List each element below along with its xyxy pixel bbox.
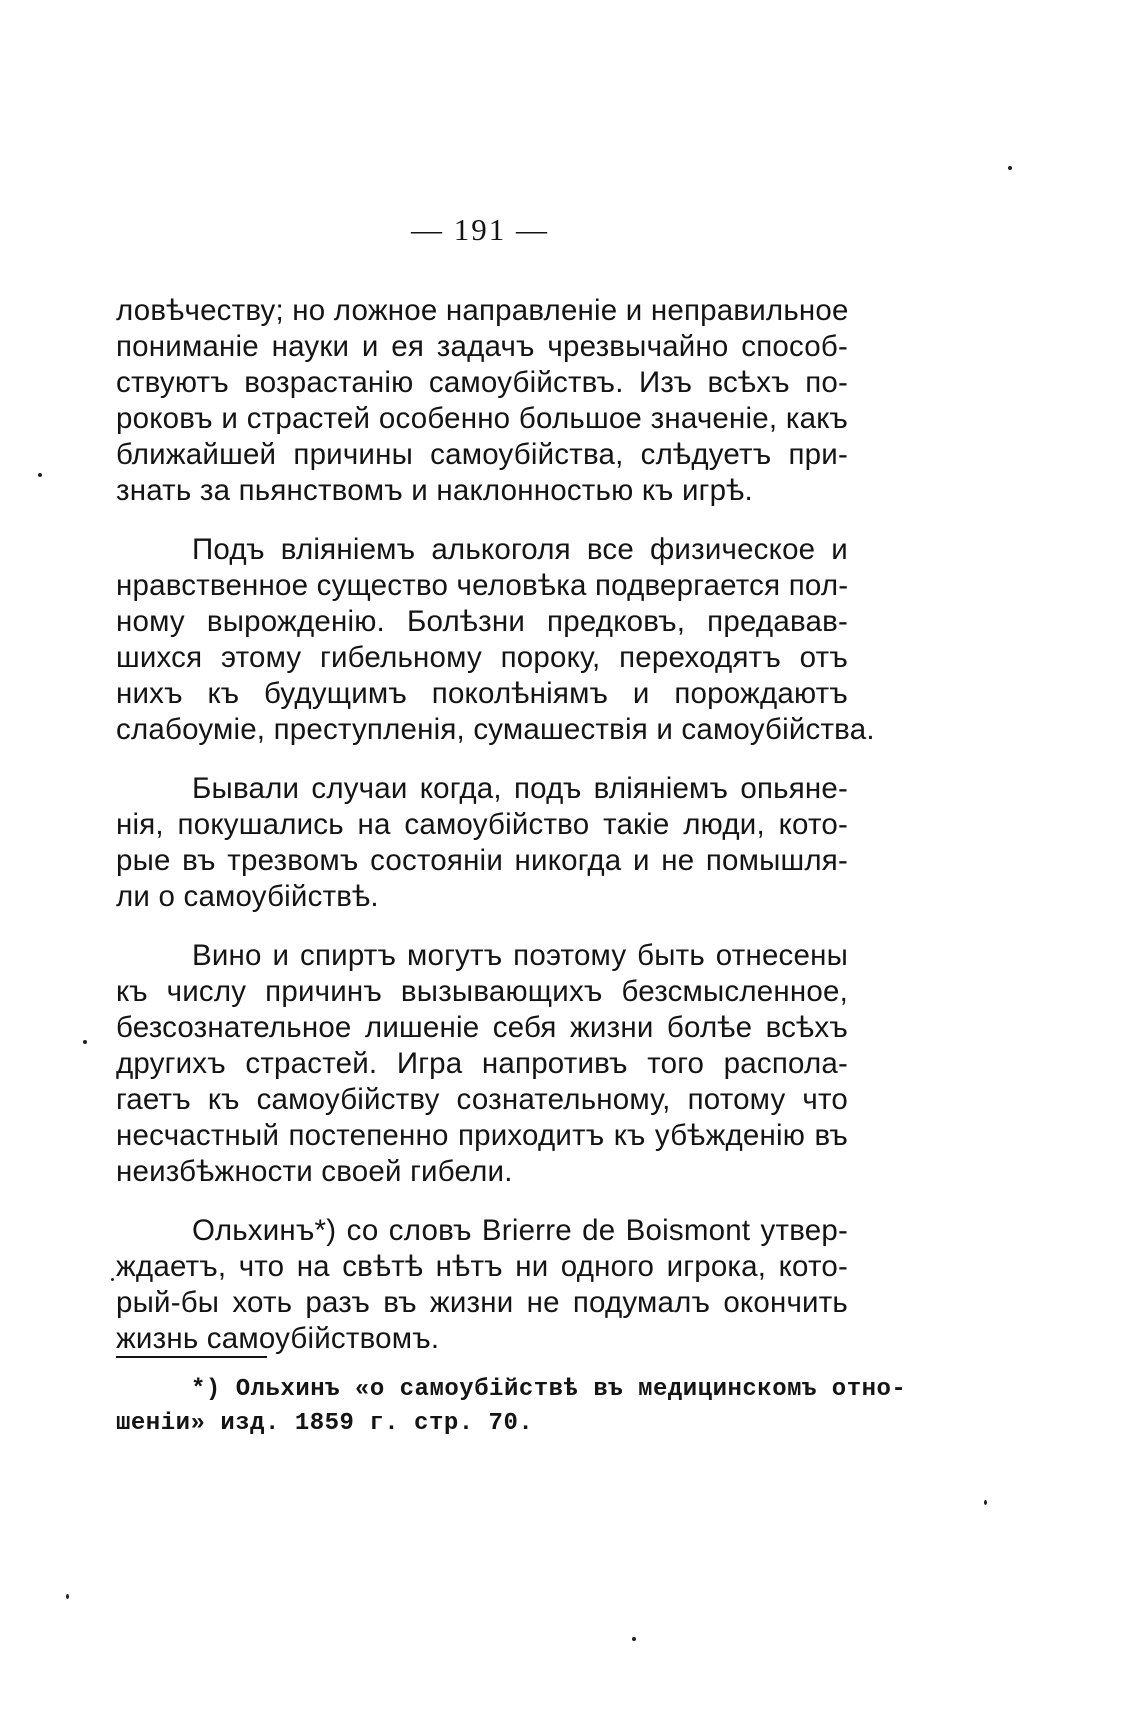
scan-speck — [111, 1278, 114, 1281]
text-line: Вино и спиртъ могутъ поэтому быть отнесены — [192, 939, 848, 972]
text-line: нихъ къ будущимъ поколѣніямъ и порождаютъ — [116, 677, 848, 710]
text-line: Бывали случаи когда, подъ вліяніемъ опьяне- — [192, 772, 848, 805]
text-line: ближайшей причины самоубійства, слѣдуетъ при- — [116, 438, 848, 471]
text-line: нравственное существо человѣка подвергается пол- — [116, 569, 849, 602]
text-line: Подъ вліяніемъ алькоголя все физическое и — [192, 533, 848, 566]
footnote-line: *) Ольхинъ «о самоубійствѣ въ медицинскомъ отно- — [191, 1376, 907, 1403]
text-line: гаетъ къ самоубійству сознательному, потому что — [116, 1083, 848, 1116]
paragraph-1 — [116, 293, 848, 509]
text-line: рые въ трезвомъ состояніи никогда и не помышля- — [116, 844, 848, 877]
text-line: ному вырожденію. Болѣзни предковъ, предавав- — [116, 605, 848, 638]
text-line: безсознательное лишеніе себя жизни болѣе всѣхъ — [116, 1011, 848, 1044]
page-number: — 191 — — [411, 212, 549, 247]
text-line: Ольхинъ*) со словъ Brierre de Boismont утвер- — [192, 1214, 848, 1247]
text-line: другихъ страстей. Игра напротивъ того распола- — [116, 1047, 848, 1080]
footnote-divider — [116, 1356, 267, 1358]
text-line: пониманіе науки и ея задачъ чрезвычайно способ- — [116, 330, 848, 363]
text-line: ствуютъ возрастанію самоубійствъ. Изъ всѣхъ по- — [116, 366, 848, 399]
scan-speck — [984, 1500, 987, 1505]
scan-speck — [1008, 166, 1012, 170]
text-line: нія, покушались на самоубійство такіе люди, кото- — [116, 808, 848, 841]
text-line: слабоуміе, преступленія, сумашествія и самоубійства. — [116, 713, 875, 746]
paragraph-5 — [116, 1213, 848, 1357]
text-line: къ числу причинъ вызывающихъ безсмысленное, — [116, 975, 848, 1008]
scan-speck — [632, 1637, 636, 1641]
footnote — [116, 1373, 907, 1441]
text-line: ловѣчеству; но ложное направленіе и неправильное — [116, 294, 849, 327]
body-text — [116, 293, 875, 1380]
text-line: знать за пьянствомъ и наклонностью къ игрѣ. — [116, 474, 753, 507]
paragraph-3 — [116, 771, 848, 915]
text-line: жизнь самоубійствомъ. — [116, 1322, 440, 1355]
text-line: рый-бы хоть разъ въ жизни не подумалъ окончить — [116, 1286, 848, 1319]
text-line: шихся этому гибельному пороку, переходятъ отъ — [116, 641, 848, 674]
text-line: ждаетъ, что на свѣтѣ нѣтъ ни одного игрока, кото- — [116, 1250, 848, 1283]
paragraph-4 — [116, 938, 848, 1190]
scan-speck — [38, 473, 42, 477]
scan-speck — [83, 1040, 87, 1044]
text-line: неизбѣжности своей гибели. — [116, 1155, 513, 1188]
scan-speck — [66, 1594, 69, 1599]
text-line: несчастный постепенно приходитъ къ убѣжденію въ — [116, 1119, 848, 1152]
paragraph-2 — [116, 532, 875, 748]
footnote-line: шеніи» изд. 1859 г. стр. 70. — [116, 1410, 534, 1437]
text-line: ли о самоубійствѣ. — [116, 880, 379, 913]
text-line: роковъ и страстей особенно большое значеніе, какъ — [116, 402, 848, 435]
